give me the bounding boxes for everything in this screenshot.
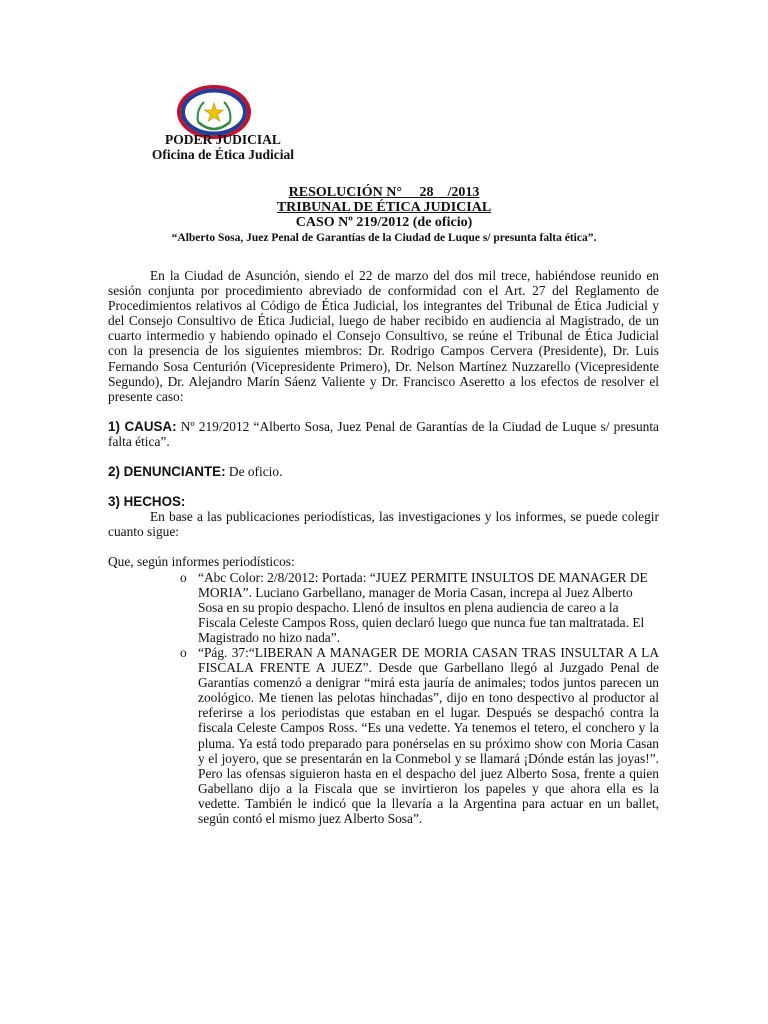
list-item bbox=[180, 569, 659, 645]
document-body bbox=[108, 268, 659, 826]
que-line: Que, según informes periodísticos: bbox=[108, 554, 295, 570]
org-name: PODER JUDICIAL bbox=[165, 132, 281, 147]
list-item bbox=[180, 644, 659, 826]
bullet-marker: o bbox=[180, 644, 187, 660]
causa-section bbox=[108, 419, 659, 449]
office-name: Oficina de Ética Judicial bbox=[151, 147, 295, 162]
tribunal-title: TRIBUNAL DE ÉTICA JUDICIAL bbox=[276, 200, 492, 215]
hechos-intro: En base a las publicaciones periodísticas, las investigaciones y los informes, se puede colegir cuanto sigue: bbox=[108, 509, 659, 540]
document-header bbox=[128, 132, 318, 162]
denunciante-text: De oficio. bbox=[225, 464, 283, 480]
resolution-number: RESOLUCIÓN N° 28 /2013 bbox=[288, 185, 480, 200]
causa-label: 1) CAUSA: bbox=[108, 418, 177, 434]
case-number: CASO Nº 219/2012 (de oficio) bbox=[295, 215, 473, 230]
denunciante-section bbox=[108, 464, 659, 479]
hechos-label: 3) HECHOS: bbox=[108, 494, 186, 510]
list-item-text: “Pág. 37:“LIBERAN A MANAGER DE MORIA CASAN TRAS INSULTAR A LA FISCALA FRENTE A JUEZ”. Desde que Garbellano llegó al Juzgado Penal de Garantías comenzó a denigrar “mirá esta jauría de animales; todos juntos parecen un zoológico. Me tienen las pelotas hinchadas”, dijo en tono despectivo al productor al referirse a los periodistas que estaban en el lugar. Después se despachó contra la fiscala Celeste Campos Ross. “Es una vedette. Ya tenemos el tetero, el conchero y la pluma. Ya está todo preparado para ponérselas en su próximo show con Moria Casan y el joyero, que se presentarán en la Conmebol y se llamará ¡Dónde están las joyas!”. Pero las ofensas siguieron hasta en el despacho del juez Alberto Sosa, frente a quien Gabellano dijo a la Fiscala que se invirtieron los papeles y que ahora ella es la vedette. También le indicó que la llevaría a la Argentina para actuar en un ballet, según contó el mismo juez Alberto Sosa”. bbox=[198, 644, 659, 826]
intro-paragraph: En la Ciudad de Asunción, siendo el 22 de marzo del dos mil trece, habiéndose reunido en sesión conjunta por procedimiento abreviado de conformidad con el Art. 27 del Reglamento de Procedimientos relativos al Código de Ética Judicial, los integrantes del Tribunal de Ética Judicial y del Consejo Consultivo de Ética Judicial, luego de haber recibido en audiencia al Magistrado, de un cuarto intermedio y habiendo opinado el Consejo Consultivo, se reúne el Tribunal de Ética Judicial con la presencia de los siguientes miembros: Dr. Rodrigo Campos Cervera (Presidente), Dr. Luis Fernando Sosa Centurión (Vicepresidente Primero), Dr. Nelson Martínez Nuzzarello (Vicepresidente Segundo), Dr. Alejandro Marín Sáenz Valiente y Dr. Francisco Aseretto a los efectos de resolver el presente caso: bbox=[108, 268, 659, 404]
case-caption: “Alberto Sosa, Juez Penal de Garantías de la Ciudad de Luque s/ presunta falta ética”. bbox=[171, 232, 597, 244]
title-block bbox=[108, 185, 660, 244]
causa-text: Nº 219/2012 “Alberto Sosa, Juez Penal de Garantías de la Ciudad de Luque s/ presunta falta ética”. bbox=[108, 418, 659, 449]
denunciante-label: 2) DENUNCIANTE: bbox=[108, 464, 226, 480]
news-report-list bbox=[108, 570, 659, 827]
bullet-marker: o bbox=[180, 569, 187, 585]
list-item-text: “Abc Color: 2/8/2012: Portada: “JUEZ PERMITE INSULTOS DE MANAGER DE MORIA”. Luciano Garbellano, manager de Moria Casan, increpa al Juez Alberto Sosa en su propio despacho. Llenó de insultos en plena audiencia de careo a la Fiscala Celeste Campos Ross, quien declaró luego que nunca fue tan maltratada. El Magistrado no hizo nada”. bbox=[198, 569, 648, 645]
